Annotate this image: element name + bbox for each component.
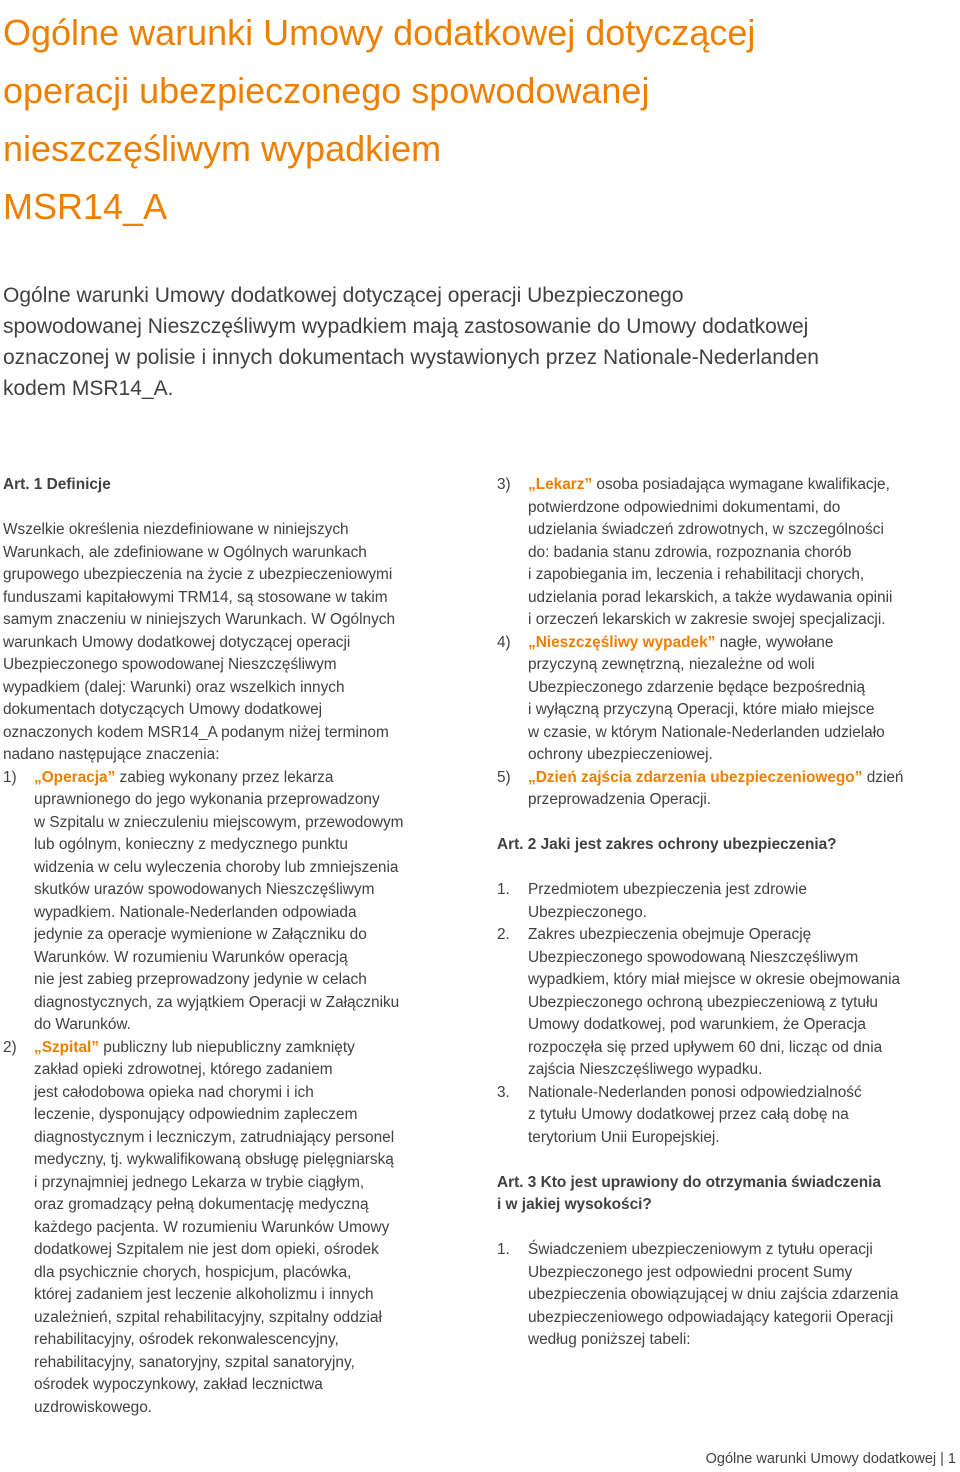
definition-text: Warunków. W rozumieniu Warunków operacją (34, 948, 348, 966)
item-text: Ubezpieczonego jest odpowiedni procent Sumy (528, 1263, 853, 1281)
definition-text: Ubezpieczonego zdarzenie będące bezpośrednią (528, 678, 866, 696)
definition-text: nagłe, wywołane (715, 633, 834, 651)
art3-heading: Art. 3 Kto jest uprawiony do otrzymania świadczenia (497, 1173, 881, 1191)
definition-text: jedynie za operacje wymienione w Załączniku do (34, 926, 367, 943)
art1-body (3, 519, 463, 767)
body-line: wypadkiem (dalej: Warunki) oraz wszelkich innych (3, 678, 345, 696)
item-text: zajścia Nieszczęśliwego wypadku. (528, 1061, 763, 1078)
item-text: według poniższej tabeli: (528, 1331, 691, 1348)
definition-text: nie jest zabieg przeprowadzony jedynie w celach (34, 971, 367, 988)
definition-text: diagnostycznych, za wyjątkiem Operacji w Załączniku (34, 993, 400, 1011)
definition-dzien-zajscia (497, 767, 957, 812)
title-line: operacji ubezpieczonego spowodowanej (3, 70, 650, 111)
art2-item (497, 1082, 957, 1150)
definition-text: ośrodek wypoczynkowy, zakład lecznictwa (34, 1376, 323, 1393)
definition-term: „Operacja” (34, 768, 116, 786)
intro-line: oznaczonej w polisie i innych dokumentach wystawionych przez Nationale-Nederlanden (3, 346, 819, 369)
item-text: Świadczeniem ubezpieczeniowym z tytułu operacji (528, 1241, 873, 1258)
definition-text: widzenia w celu wyleczenia choroby lub zmniejszenia (34, 858, 399, 876)
definition-text: udzielania porad lekarskich, a także wydawania opinii (528, 588, 893, 606)
item-text: rozpoczęła się przed upływem 60 dni, licząc od dnia (528, 1038, 883, 1056)
definition-number: 5) (497, 768, 511, 786)
definition-text: lub ogólnym, konieczny z medycznego punktu (34, 836, 348, 853)
intro-line: kodem MSR14_A. (3, 377, 174, 400)
definition-term: „Nieszczęśliwy wypadek” (528, 633, 716, 651)
title-line: Ogólne warunki Umowy dodatkowej dotyczącej (3, 12, 756, 53)
body-line: oznaczonych kodem MSR14_A podanym niżej terminom (3, 723, 389, 741)
body-line: warunkach Umowy dodatkowej dotyczącej operacji (3, 633, 351, 651)
art1-heading: Art. 1 Definicje (3, 476, 111, 493)
definition-text: do Warunków. (34, 1016, 131, 1033)
item-text: ubezpieczenia obowiązującej w dniu zajścia zdarzenia (528, 1286, 899, 1303)
title-line: MSR14_A (3, 186, 168, 227)
art2-item (497, 924, 957, 1082)
item-text: wypadkiem, który miał miejsce w okresie obejmowania (528, 971, 901, 988)
definition-number: 2) (3, 1038, 17, 1056)
definition-text: publiczny lub niepubliczny zamknięty (99, 1038, 355, 1056)
definition-text: rehabilitacyjny, ośrodek rekonwalescencyjny, (34, 1331, 339, 1348)
body-line: Ubezpieczonego spowodowanej Nieszczęśliwym (3, 656, 337, 673)
intro-line: spowodowanej Nieszczęśliwym wypadkiem mają zastosowanie do Umowy dodatkowej (3, 315, 809, 338)
item-number: 1. (497, 1241, 510, 1258)
art2-item (497, 879, 957, 924)
item-number: 3. (497, 1083, 510, 1101)
definition-text: medyczny, tj. wykwalifikowaną obsługę pielęgniarską (34, 1151, 394, 1168)
right-column (497, 474, 957, 1352)
item-text: terytorium Unii Europejskiej. (528, 1128, 720, 1146)
definition-number: 3) (497, 476, 511, 493)
definition-text: każdego pacjenta. W rozumieniu Warunków Umowy (34, 1218, 390, 1236)
definition-text: przyczyną zewnętrzną, niezależne od woli (528, 656, 815, 673)
definition-text: potwierdzone odpowiednimi dokumentami, do (528, 498, 841, 516)
definition-text: i orzeczeń lekarskich w zakresie swojej specjalizacji. (528, 611, 886, 628)
definition-nieszczesliwy-wypadek (497, 632, 957, 767)
body-line: samym znaczeniu w niniejszych Warunkach. W Ogólnych (3, 611, 396, 628)
definition-text: wypadkiem. Nationale-Nederlanden odpowiada (34, 903, 357, 921)
definition-text: osoba posiadająca wymagane kwalifikacje, (592, 476, 890, 493)
item-number: 2. (497, 926, 510, 943)
document-title (3, 4, 953, 236)
definition-text: leczenie, dysponujący odpowiednim zapleczem (34, 1106, 358, 1123)
definition-lekarz (497, 474, 957, 632)
item-text: Zakres ubezpieczenia obejmuje Operację (528, 926, 812, 943)
body-line: Warunkach, ale zdefiniowane w Ogólnych warunkach (3, 543, 367, 561)
item-number: 1. (497, 881, 510, 898)
definition-text: i przynajmniej jednego Lekarza w trybie ciągłym, (34, 1173, 365, 1191)
item-text: Ubezpieczonego. (528, 903, 647, 921)
body-line: dokumentach dotyczących Umowy dodatkowej (3, 701, 323, 718)
definition-text: i zapobiegania im, leczenia i rehabilitacji chorych, (528, 566, 865, 583)
intro-line: Ogólne warunki Umowy dodatkowej dotyczącej operacji Ubezpieczonego (3, 284, 684, 307)
body-line: funduszami kapitałowymi TRM14, są stosowane w takim (3, 588, 388, 606)
page-footer: Ogólne warunki Umowy dodatkowej | 1 (705, 1451, 956, 1467)
definition-text: diagnostycznym i leczniczym, zatrudniający personel (34, 1128, 395, 1146)
item-text: Ubezpieczonego ochroną ubezpieczeniową z tytułu (528, 993, 878, 1011)
definition-text: jest całodobowa opieka nad chorymi i ich (34, 1083, 314, 1101)
definition-text: dodatkowej Szpitalem nie jest dom opieki, ośrodek (34, 1241, 379, 1258)
body-line: Wszelkie określenia niezdefiniowane w niniejszych (3, 521, 349, 538)
item-text: Ubezpieczonego spowodowaną Nieszczęśliwym (528, 948, 859, 966)
art3-heading: i w jakiej wysokości? (497, 1196, 652, 1213)
definition-text: w czasie, w którym Nationale-Nederlanden udzielało (528, 723, 885, 741)
title-line: nieszczęśliwym wypadkiem (3, 128, 442, 169)
body-line: nadano następujące znaczenia: (3, 746, 220, 763)
definition-number: 1) (3, 768, 17, 786)
art3-item (497, 1239, 957, 1352)
definition-term: „Lekarz” (528, 476, 593, 493)
definition-operacja (3, 767, 463, 1037)
definition-text: uzdrowiskowego. (34, 1398, 153, 1416)
intro-paragraph (3, 280, 953, 404)
definition-text: udzielania świadczeń zdrowotnych, w szczególności (528, 521, 884, 538)
definition-text: oraz gromadzący pełną dokumentację medyczną (34, 1196, 369, 1213)
definition-term: „Dzień zajścia zdarzenia ubezpieczeniowego” (528, 768, 863, 786)
art2-heading: Art. 2 Jaki jest zakres ochrony ubezpieczenia? (497, 836, 837, 853)
body-line: grupowego ubezpieczenia na życie z ubezpieczeniowymi (3, 566, 393, 583)
definition-text: której zadaniem jest leczenie alkoholizmu i innych (34, 1286, 374, 1303)
item-text: ubezpieczeniowego odpowiadający kategorii Operacji (528, 1308, 894, 1326)
definition-szpital (3, 1037, 463, 1420)
item-text: Umowy dodatkowej, pod warunkiem, że Operacja (528, 1016, 866, 1033)
definition-text: przeprowadzenia Operacji. (528, 791, 712, 808)
definition-term: „Szpital” (34, 1038, 99, 1056)
definition-text: skutków urazów spowodowanych Nieszczęśliwym (34, 881, 375, 898)
definition-text: do: badania stanu zdrowia, rozpoznania chorób (528, 543, 852, 561)
definition-text: zabieg wykonany przez lekarza (115, 768, 334, 786)
definition-text: w Szpitalu w znieczuleniu miejscowym, przewodowym (34, 813, 404, 831)
definition-text: uzależnień, szpital rehabilitacyjny, szpitalny oddział (34, 1308, 382, 1326)
definition-number: 4) (497, 633, 511, 651)
definition-text: zakład opieki zdrowotnej, którego zadaniem (34, 1061, 333, 1078)
item-text: z tytułu Umowy dodatkowej przez całą dobę na (528, 1106, 849, 1123)
item-text: Nationale-Nederlanden ponosi odpowiedzialność (528, 1083, 862, 1101)
definition-text: ochrony ubezpieczeniowej. (528, 746, 713, 763)
definition-text: rehabilitacyjny, sanatoryjny, szpital sanatoryjny, (34, 1353, 355, 1371)
definition-text: dzień (862, 768, 904, 786)
definition-text: dla psychicznie chorych, hospicjum, placówka, (34, 1263, 352, 1281)
left-column (3, 474, 463, 1419)
definition-text: i wyłączną przyczyną Operacji, które miało miejsce (528, 701, 875, 718)
definition-text: uprawnionego do jego wykonania przeprowadzony (34, 791, 380, 808)
item-text: Przedmiotem ubezpieczenia jest zdrowie (528, 881, 807, 898)
